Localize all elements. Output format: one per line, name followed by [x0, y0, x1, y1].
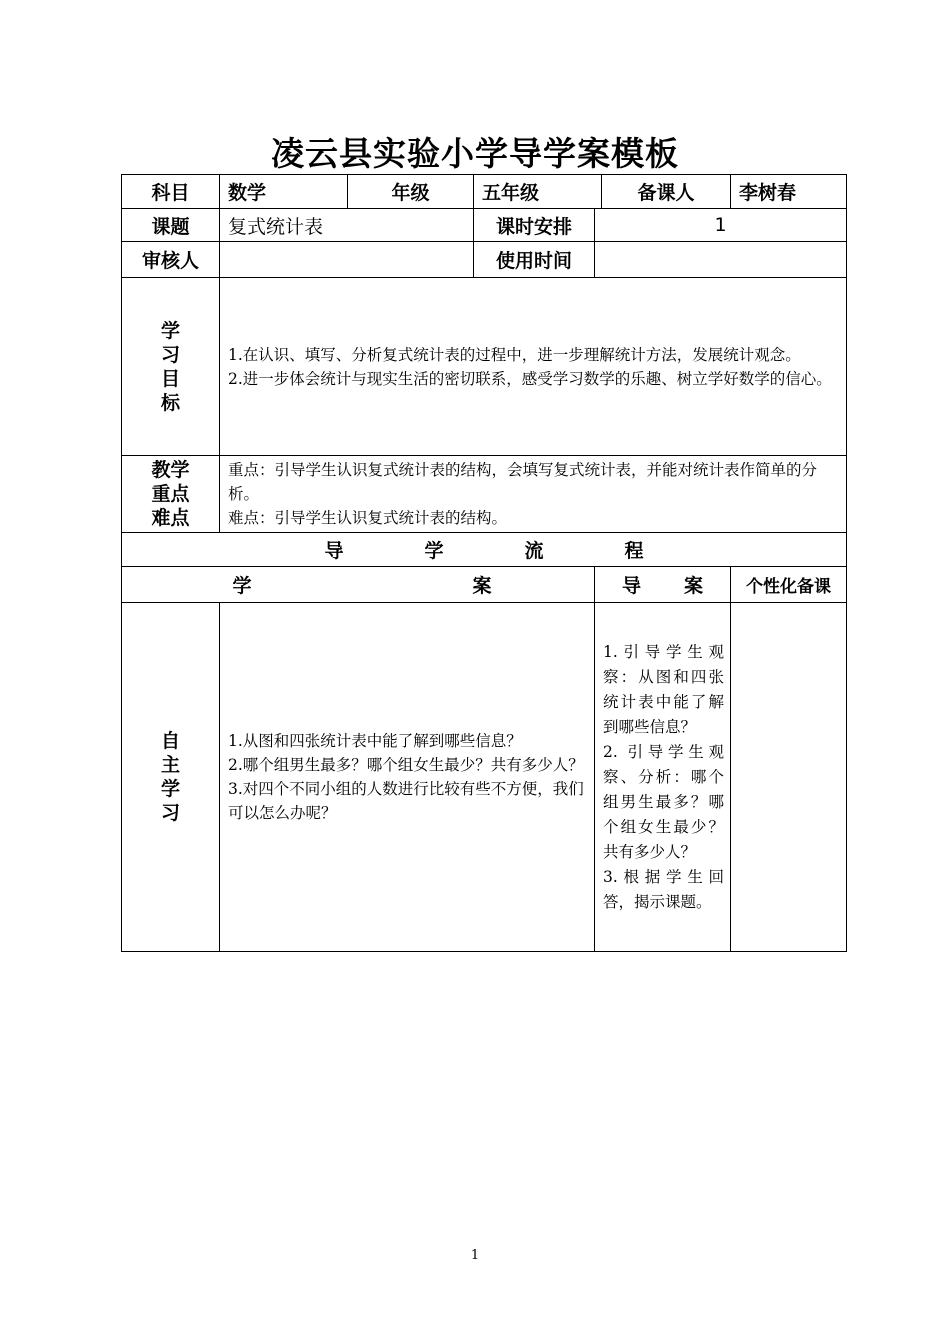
- grade-value: 五年级: [474, 175, 602, 209]
- objective-item: 2.进一步体会统计与现实生活的密切联系，感受学习数学的乐趣、树立学好数学的信心。: [228, 369, 832, 388]
- personal-prep-cell: [731, 603, 847, 952]
- guidance-item: 2. 引导学生观察、分析：哪个组男生最多？哪个组女生最少？共有多少人？: [603, 742, 725, 861]
- personal-prep-header: 个性化备课: [731, 567, 847, 603]
- study-plan-header: [122, 567, 595, 603]
- usage-time-value: [595, 242, 847, 278]
- guide-plan-header-char: 案: [684, 575, 704, 597]
- flow-char: 导: [324, 540, 344, 562]
- flow-heading: [122, 533, 847, 567]
- key-points-label: [122, 456, 220, 533]
- key-points-label-line: 难点: [151, 507, 190, 529]
- subject-label: 科目: [122, 175, 220, 209]
- self-study-label: [122, 603, 220, 952]
- self-study-guidance: [595, 603, 731, 952]
- self-study-label-char: 主: [160, 754, 180, 776]
- objective-item: 1.在认识、填写、分析复式统计表的过程中，进一步理解统计方法，发展统计观念。: [228, 345, 801, 364]
- key-points-label-line: 重点: [151, 483, 190, 505]
- key-points-label-line: 教学: [151, 459, 190, 481]
- topic-label: 课题: [122, 209, 220, 242]
- guidance-item: 3.根据学生回答，揭示课题。: [603, 867, 725, 911]
- page-number: 1: [470, 1248, 480, 1263]
- flow-char: 流: [524, 540, 544, 562]
- guidance-item: 1.引导学生观察：从图和四张统计表中能了解到哪些信息？: [603, 642, 725, 736]
- reviewer-label: 审核人: [122, 242, 220, 278]
- self-study-label-char: 自: [160, 730, 180, 752]
- key-points-content: [220, 456, 847, 533]
- guide-plan-header: [595, 567, 731, 603]
- subject-value: 数学: [220, 175, 348, 209]
- objectives-label-char: 标: [160, 391, 180, 414]
- question-item: 2.哪个组男生最多？哪个组女生最少？共有多少人？: [228, 756, 584, 774]
- lesson-plan-table: [121, 174, 847, 952]
- flow-char: 学: [424, 540, 444, 562]
- usage-time-label: 使用时间: [474, 242, 595, 278]
- question-item: 3.对四个不同小组的人数进行比较有些不方便，我们可以怎么办呢？: [228, 780, 584, 822]
- document-title: 凌云县实验小学导学案模板: [271, 134, 679, 173]
- header-row-1: [122, 175, 847, 209]
- schedule-value: 1: [595, 209, 847, 242]
- study-plan-header-char: 案: [472, 575, 492, 597]
- question-item: 1.从图和四张统计表中能了解到哪些信息？: [228, 732, 522, 750]
- grade-label: 年级: [348, 175, 474, 209]
- preparer-value: 李树春: [731, 175, 847, 209]
- objectives-label-char: 习: [160, 343, 180, 366]
- column-header-row: [122, 567, 847, 603]
- header-row-3: [122, 242, 847, 278]
- guide-plan-header-char: 导: [622, 575, 642, 597]
- key-point-item: 难点：引导学生认识复式统计表的结构。: [228, 509, 508, 527]
- self-study-row: [122, 603, 847, 952]
- objectives-label: [122, 278, 220, 456]
- self-study-label-char: 学: [160, 778, 180, 800]
- schedule-label: 课时安排: [474, 209, 595, 242]
- topic-value: 复式统计表: [220, 209, 474, 242]
- study-plan-header-char: 学: [232, 575, 252, 597]
- objectives-row: [122, 278, 847, 456]
- objectives-label-char: 目: [160, 367, 180, 390]
- key-point-item: 重点：引导学生认识复式统计表的结构，会填写复式统计表，并能对统计表作简单的分析。: [228, 461, 818, 503]
- key-points-row: [122, 456, 847, 533]
- flow-row: [122, 533, 847, 567]
- reviewer-value: [220, 242, 474, 278]
- preparer-label: 备课人: [602, 175, 731, 209]
- header-row-2: [122, 209, 847, 242]
- self-study-questions: [220, 603, 595, 952]
- flow-char: 程: [624, 540, 644, 562]
- objectives-content: [220, 278, 847, 456]
- self-study-label-char: 习: [160, 802, 180, 824]
- objectives-label-char: 学: [160, 319, 180, 342]
